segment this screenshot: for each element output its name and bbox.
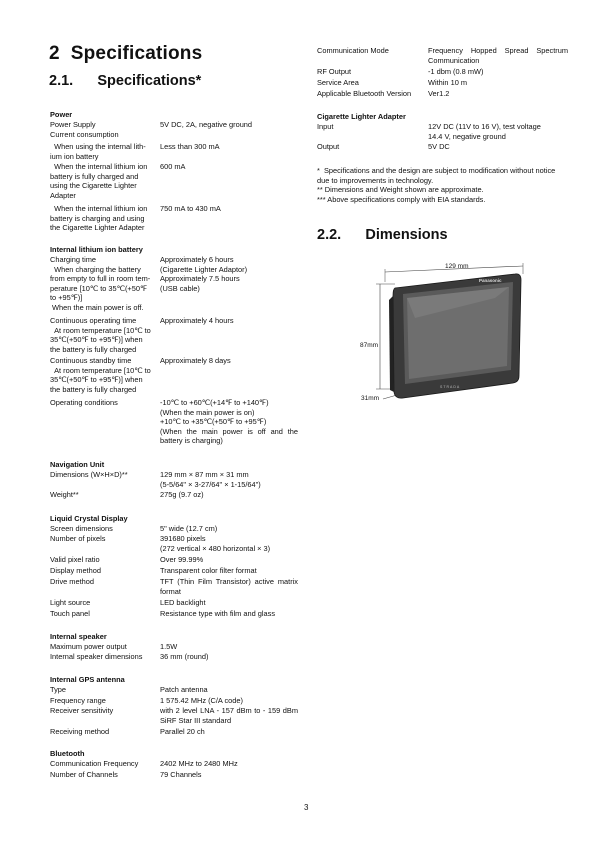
depth-dimension [361,395,397,402]
spec-label: Receiver sensitivity [50,706,114,715]
spec-value: 275g (9.7 oz) [160,490,204,499]
bluetooth-section-title: Bluetooth [50,749,85,758]
spec-value: 129 mm × 87 mm × 31 mm (5-5/64" × 3-27/64" × 1-15/64") [160,470,261,489]
spec-label: Number of pixels [50,534,106,543]
spec-label: Communication Mode [317,46,389,55]
spec-value: 391680 pixels (272 vertical × 480 horizontal × 3) [160,534,271,553]
dims-subheading-title: Dimensions [365,227,448,243]
spec-value: 5V DC, 2A, negative ground [160,120,253,129]
spec-value: Transparent color filter format [160,566,257,575]
spec-label: Continuous standby time At room temperature [10℃ to 35℃(+50℉ to +95℉)] when the battery is fully charged [50,356,151,394]
cigarette-section-title: Cigarette Lighter Adapter [317,112,406,121]
battery-section-title: Internal lithium ion battery [50,245,143,254]
spec-label: Communication Frequency [50,759,139,768]
spec-value: Approximately 8 days [160,356,231,365]
spec-label: Screen dimensions [50,524,113,533]
model-logo: STRADA [440,385,461,389]
footnote-2: ** Dimensions and Weight shown are approximate. [317,185,484,195]
spec-value: Frequency Hopped Spread Spectrum Communication [428,46,568,65]
spec-value: 12V DC (11V to 16 V), test voltage 14.4 V, negative ground [428,122,541,141]
spec-value: 36 mm (round) [160,652,209,661]
spec-label: Applicable Bluetooth Version [317,89,412,98]
spec-label: When the internal lithium ion battery is charging and using the Cigarette Lighter Adapter [50,204,148,233]
specs-subheading-title: Specifications* [97,73,202,89]
spec-value: Patch antenna [160,685,208,694]
spec-label: RF Output [317,67,352,76]
spec-label: Weight** [50,490,79,499]
nav_unit-section-title: Navigation Unit [50,460,105,469]
spec-value: 79 Channels [160,770,202,779]
spec-value: Parallel 20 ch [160,727,205,736]
spec-label: Touch panel [50,609,90,618]
spec-label: Valid pixel ratio [50,555,100,564]
dimensions-subheading [317,227,448,243]
spec-label: Dimensions (W×H×D)** [50,470,128,479]
spec-value: TFT (Thin Film Transistor) active matrix format [160,577,298,596]
spec-value: 5V DC [428,142,450,151]
spec-value: 750 mA to 430 mA [160,204,221,213]
device-dimension-diagram [355,258,535,408]
spec-label: Number of Channels [50,770,118,779]
heading-title: Specifications [70,43,203,64]
spec-value: 5" wide (12.7 cm) [160,524,218,533]
spec-label: When using the internal lith- ium ion battery [50,142,146,161]
spec-label: Drive method [50,577,94,586]
spec-value: Approximately 4 hours [160,316,234,325]
footnote-1: * Specifications and the design are subject to modification without notice due to improvements in technology. [317,166,556,185]
spec-label: Current consumption [50,130,119,139]
footnote-3: *** Above specifications comply with EIA standards. [317,194,486,204]
specs-subheading-number: 2.1. [49,73,74,89]
height-label: 87mm [360,342,379,349]
spec-label: Operating conditions [50,398,118,407]
spec-value: 1 575.42 MHz (C/A code) [160,696,243,705]
spec-value: 1.5W [160,642,178,651]
spec-label: Light source [50,598,91,607]
spec-value: -1 dbm (0.8 mW) [428,67,484,76]
page-heading [49,43,202,65]
spec-value: 2402 MHz to 2480 MHz [160,759,238,768]
spec-label: Charging time When charging the battery from empty to full in room tem- perature [10℃ to 35℃(+50℉ to +95℉)] When the main power is off. [50,255,151,312]
spec-label: Input [317,122,334,131]
page-number: 3 [304,803,309,812]
width-label: 129 mm [445,263,469,270]
navigation-unit-image [389,274,521,398]
dims-subheading-number: 2.2. [317,227,342,243]
footnotes [317,166,562,204]
heading-number: 2 [49,43,60,64]
spec-label: Maximum power output [50,642,127,651]
spec-label: Receiving method [50,727,110,736]
spec-value: Less than 300 mA [160,142,220,151]
spec-value: Ver1.2 [428,89,450,98]
spec-label: Internal speaker dimensions [50,652,143,661]
spec-label: Service Area [317,78,359,87]
spec-value: LED backlight [160,598,206,607]
spec-label: Power Supply [50,120,96,129]
speaker-section-title: Internal speaker [50,632,107,641]
depth-label: 31mm [361,395,380,402]
gps-section-title: Internal GPS antenna [50,675,125,684]
spec-label: Continuous operating time At room temperature [10℃ to 35℃(+50℉ to +95℉)] when the battery is fully charged [50,316,151,354]
lcd-section-title: Liquid Crystal Display [50,514,128,523]
spec-value: Over 99.99% [160,555,204,564]
spec-value: Approximately 6 hours (Cigarette Lighter Adaptor) Approximately 7.5 hours (USB cable) [160,255,248,293]
specs-subheading [49,73,201,89]
spec-value: 600 mA [160,162,186,171]
spec-label: Frequency range [50,696,106,705]
spec-value: Resistance type with film and glass [160,609,276,618]
brand-logo: Panasonic [479,278,502,283]
spec-label: Output [317,142,340,151]
power-section-title: Power [50,110,73,119]
spec-value: with 2 level LNA - 157 dBm to - 159 dBm SiRF Star III standard [160,706,298,725]
spec-value: Within 10 m [428,78,468,87]
spec-label: Type [50,685,67,694]
spec-label: Display method [50,566,101,575]
spec-value: -10℃ to +60℃(+14℉ to +140℉) (When the main power is on) +10℃ to +35℃(+50℉ to +95℉) (When the main power is off and the battery is charging) [160,398,298,446]
spec-label: When the internal lithium ion battery is fully charged and using the Cigarette Lighter Adapter [50,162,148,200]
